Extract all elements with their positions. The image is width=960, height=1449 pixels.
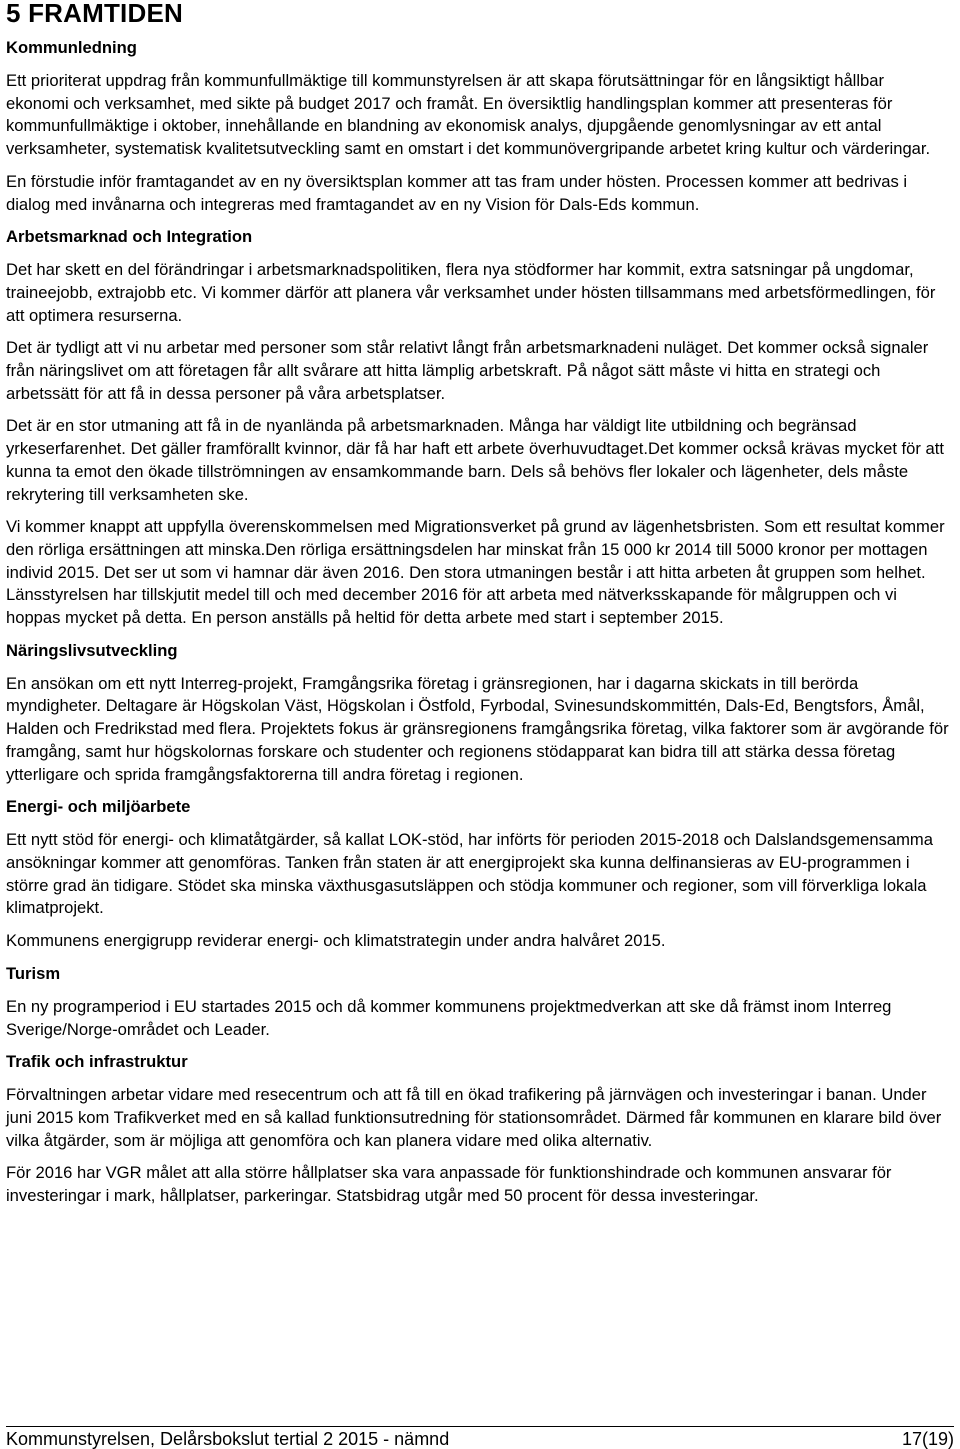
page-title: 5 FRAMTIDEN <box>6 0 183 28</box>
paragraph: En förstudie inför framtagandet av en ny översiktsplan kommer att tas fram under hösten. Processen kommer att bedrivas i dialog med invånarna och integreras med framtagandet av en ny Vision för Dals-Eds kommun. <box>6 171 908 214</box>
paragraph: Det är en stor utmaning att få in de nyanlända på arbetsmarknaden. Många har väldigt lite utbildning och begränsad yrkeserfarenhet. Det gäller framförallt kvinnor, där få har haft ett arbete överhuvudtaget.Det kommer också krävas mycket för att kunna ta emot den ökade tillströmningen av ensamkommande barn. Dels så behövs fler lokaler och lägenheter, dels måste rekrytering till verksamheten ske. <box>6 416 944 504</box>
paragraph: Ett nytt stöd för energi- och klimatåtgärder, så kallat LOK-stöd, har införts för perioden 2015-2018 och Dalslandsgemensamma ansökningar kommer att genomföras. Tanken från staten är att energiprojekt ska kunna delfinansieras av EU-programmen i större grad än tidigare. Stödet ska minska växthusgasutsläppen och stödja kommuner och regioner, som vill förverkliga lokala klimatprojekt. <box>6 830 933 918</box>
paragraph: En ny programperiod i EU startades 2015 och då kommer kommunens projektmedverkan att ske då främst inom Interreg Sverige/Norge-området och Leader. <box>6 996 892 1039</box>
paragraph: Det har skett en del förändringar i arbetsmarknadspolitiken, flera nya stödformer har kommit, extra satsningar på ungdomar, traineejobb, extrajobb etc. Vi kommer därför att planera vår verksamhet under hösten tillsammans med arbetsförmedlingen, för att optimera resurserna. <box>6 260 936 325</box>
paragraph: Det är tydligt att vi nu arbetar med personer som står relativt långt från arbetsmarknadeni nuläget. Det kommer också signaler från näringslivet om att företagen får allt svårare att hitta lämplig arbetskraft. På något sätt måste vi hitta en strategi och arbetssätt för att få in dessa personer på våra arbetsplatser. <box>6 338 929 403</box>
section-heading-turism: Turism <box>6 963 61 983</box>
paragraph: Förvaltningen arbetar vidare med resecentrum och att få till en ökad trafikering på järnvägen och investeringar i banan. Under juni 2015 kom Trafikverket med en så kallad funktionsutredning för stationsområdet. Därmed får kommunen en klarare bild över vilka åtgärder, som är möjliga att genomföra och kan planera vidare med olika alternativ. <box>6 1085 942 1150</box>
section-heading-trafik: Trafik och infrastruktur <box>6 1052 188 1072</box>
section-heading-arbetsmarknad: Arbetsmarknad och Integration <box>6 227 253 247</box>
section-heading-kommunledning: Kommunledning <box>6 38 137 57</box>
page-footer <box>6 1426 954 1449</box>
section-heading-naringsliv: Näringslivsutveckling <box>6 640 178 660</box>
paragraph: Vi kommer knappt att uppfylla överenskommelsen med Migrationsverket på grund av lägenhetsbristen. Som ett resultat kommer den rörliga ersättningen att minska.Den rörliga ersättningsdelen har minskat från 15 000 kr 2014 till 5000 kronor per mottagen individ 2015. Det ser ut som vi hamnar där även 2016. Den stora utmaningen består i att hitta arbeten åt gruppen som helhet. Länsstyrelsen har tillskjutit medel till och med december 2016 för att arbeta med nätverksskapande för målgruppen och vi hoppas mycket på detta. En person anställs på heltid för detta arbete med start i september 2015. <box>6 517 945 628</box>
footer-page-number: 17(19) <box>901 1429 954 1449</box>
page-body <box>6 0 950 1208</box>
footer-document-title: Kommunstyrelsen, Delårsbokslut tertial 2 2015 - nämnd <box>6 1429 450 1449</box>
section-heading-energi: Energi- och miljöarbete <box>6 797 191 817</box>
paragraph: Kommunens energigrupp reviderar energi- och klimatstrategin under andra halvåret 2015. <box>6 931 666 951</box>
paragraph: Ett prioriterat uppdrag från kommunfullmäktige till kommunstyrelsen är att skapa förutsättningar för en långsiktigt hållbar ekonomi och verksamhet, med sikte på budget 2017 och framåt. En översiktlig handlingsplan kommer att presenteras för kommunfullmäktige i oktober, innehållande en blandning av ekonomisk analys, djupgående genomlysningar av ett antal verksamheter, systematisk kvalitetsutveckling samt en omstart i det kommunövergripande arbetet kring kultur och värderingar. <box>6 71 931 159</box>
paragraph: För 2016 har VGR målet att alla större hållplatser ska vara anpassade för funktionshindrade och kommunen ansvarar för investeringar i mark, hållplatser, parkeringar. Statsbidrag utgår med 50 procent för dessa investeringar. <box>6 1163 892 1206</box>
paragraph: En ansökan om ett nytt Interreg-projekt, Framgångsrika företag i gränsregionen, har i dagarna skickats in till berörda myndigheter. Deltagare är Högskolan Väst, Högskolan i Östfold, Fyrbodal, Svinesundskommittén, Dals-Ed, Bengtsfors, Åmål, Halden och Fredrikstad med flera. Projektets fokus är gränsregionens framgångsrika företag, vilka faktorer som är avgörande för framgång, samt hur högskolornas forskare och studenter och regionens stödapparat kan bidra till att stärka dessa företag ytterligare och sprida framgångsfaktorerna till andra företag i regionen. <box>6 673 949 784</box>
